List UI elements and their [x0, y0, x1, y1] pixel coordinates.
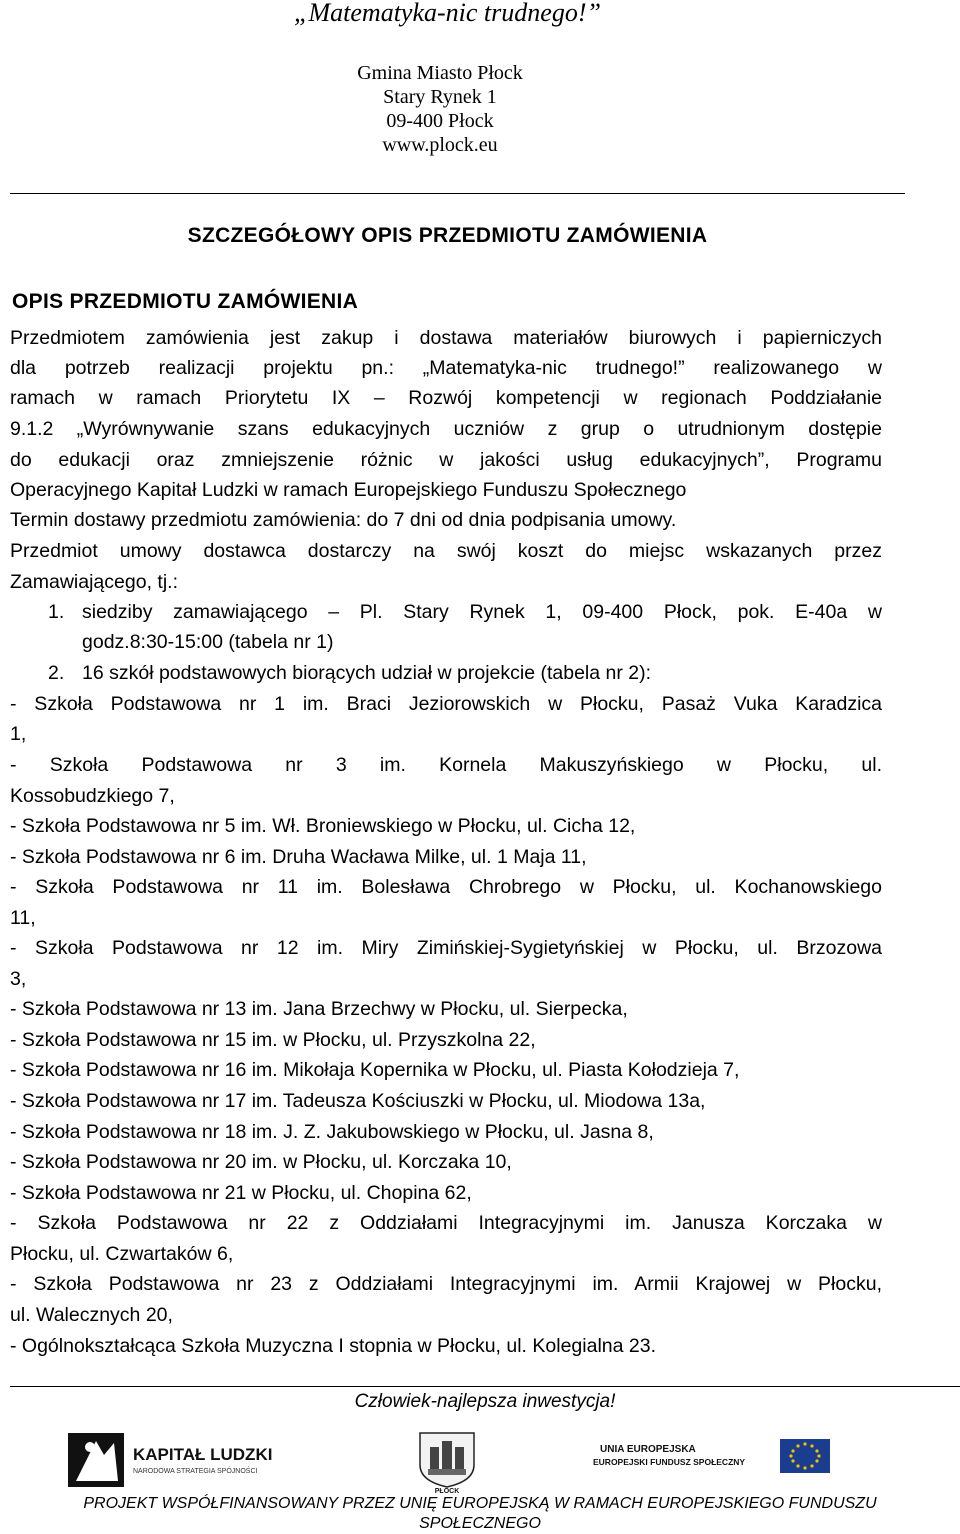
school-line: Płocku, ul. Czwartaków 6,: [10, 1243, 234, 1265]
address-line-3: 09-400 Płock: [386, 110, 494, 132]
school-line: - Szkoła Podstawowa nr 23 z Oddziałami Integracyjnymi im. Armii Krajowej w Płocku,: [10, 1273, 882, 1295]
body-line: ramach w ramach Priorytetu IX – Rozwój kompetencji w regionach Poddziałanie: [10, 387, 882, 409]
footer-logos: [0, 1425, 960, 1495]
body-line: Przedmiot umowy dostawca dostarczy na swój koszt do miejsc wskazanych przez: [10, 540, 882, 562]
school-line: - Szkoła Podstawowa nr 1 im. Braci Jeziorowskich w Płocku, Pasaż Vuka Karadzica: [10, 693, 882, 715]
project-cofinancing-line-1: PROJEKT WSPÓŁFINANSOWANY PRZEZ UNIĘ EUROPEJSKĄ W RAMACH EUROPEJSKIEGO FUNDUSZU: [83, 1495, 877, 1512]
school-line: - Szkoła Podstawowa nr 13 im. Jana Brzechwy w Płocku, ul. Sierpecka,: [10, 998, 628, 1020]
school-line: - Szkoła Podstawowa nr 17 im. Tadeusza Kościuszki w Płocku, ul. Miodowa 13a,: [10, 1090, 706, 1112]
eu-logo-title: UNIA EUROPEJSKA: [600, 1444, 696, 1455]
header-divider: [10, 193, 905, 194]
list-item-text: siedziby zamawiającego – Pl. Stary Rynek 1, 09-400 Płock, pok. E-40a w: [82, 601, 882, 623]
school-line: 3,: [10, 968, 27, 990]
school-line: - Szkoła Podstawowa nr 16 im. Mikołaja Kopernika w Płocku, ul. Piasta Kołodzieja 7,: [10, 1059, 740, 1081]
school-line: - Szkoła Podstawowa nr 12 im. Miry Zimińskiej-Sygietyńskiej w Płocku, ul. Brzozowa: [10, 937, 882, 959]
school-line: Kossobudzkiego 7,: [10, 785, 175, 807]
list-item-text: 16 szkół podstawowych biorących udział w projekcie (tabela nr 2):: [82, 662, 652, 684]
eu-logo: [593, 1439, 830, 1473]
body-line: do edukacji oraz zmniejszenie różnic w jakości usług edukacyjnych”, Programu: [10, 449, 882, 471]
body-line: Przedmiotem zamówienia jest zakup i dostawa materiałów biurowych i papierniczych: [10, 327, 882, 349]
plock-coat-of-arms: [420, 1433, 474, 1495]
school-line: - Szkoła Podstawowa nr 3 im. Kornela Makuszyńskiego w Płocku, ul.: [10, 754, 882, 776]
section-heading: OPIS PRZEDMIOTU ZAMÓWIENIA: [12, 290, 359, 313]
school-line: 11,: [10, 907, 36, 929]
kapital-ludzki-subtitle: NARODOWA STRATEGIA SPÓJNOŚCI: [133, 1468, 258, 1475]
project-title: „Matematyka-nic trudnego!”: [294, 0, 601, 27]
school-line: - Szkoła Podstawowa nr 5 im. Wł. Broniewskiego w Płocku, ul. Cicha 12,: [10, 815, 636, 837]
main-heading: SZCZEGÓŁOWY OPIS PRZEDMIOTU ZAMÓWIENIA: [187, 224, 708, 247]
plock-logo-label: PŁOCK: [434, 1488, 460, 1495]
school-line: - Szkoła Podstawowa nr 15 im. w Płocku, ul. Przyszkolna 22,: [10, 1029, 536, 1051]
footer-divider: [10, 1386, 960, 1387]
school-line: - Szkoła Podstawowa nr 21 w Płocku, ul. Chopina 62,: [10, 1182, 472, 1204]
project-cofinancing-note: [0, 1494, 960, 1534]
school-line: - Szkoła Podstawowa nr 6 im. Druha Wacława Milke, ul. 1 Maja 11,: [10, 846, 587, 868]
project-cofinancing-line-2: SPOŁECZNEGO: [419, 1515, 541, 1532]
school-line: ul. Walecznych 20,: [10, 1304, 173, 1326]
list-item-text: godz.8:30-15:00 (tabela nr 1): [82, 631, 334, 653]
address-line-1: Gmina Miasto Płock: [357, 62, 523, 84]
footer-slogan: Człowiek-najlepsza inwestycja!: [354, 1391, 616, 1412]
eu-logo-subtitle: EUROPEJSKI FUNDUSZ SPOŁECZNY: [593, 1457, 746, 1467]
delivery-term: Termin dostawy przedmiotu zamówienia: do 7 dni od dnia podpisania umowy.: [10, 509, 677, 531]
kapital-ludzki-title: KAPITAŁ LUDZKI: [133, 1445, 273, 1464]
body-line: Operacyjnego Kapitał Ludzki w ramach Europejskiego Funduszu Społecznego: [10, 479, 687, 501]
school-line: - Szkoła Podstawowa nr 22 z Oddziałami Integracyjnymi im. Janusza Korczaka w: [10, 1212, 882, 1234]
school-line: - Ogólnokształcąca Szkoła Muzyczna I stopnia w Płocku, ul. Kolegialna 23.: [10, 1335, 656, 1357]
list-number: 2.: [48, 662, 65, 684]
list-number: 1.: [48, 601, 65, 623]
school-line: - Szkoła Podstawowa nr 20 im. w Płocku, ul. Korczaka 10,: [10, 1151, 512, 1173]
school-line: - Szkoła Podstawowa nr 18 im. J. Z. Jakubowskiego w Płocku, ul. Jasna 8,: [10, 1121, 654, 1143]
kapital-ludzki-logo: [68, 1433, 272, 1487]
school-line: 1,: [10, 723, 27, 745]
address-line-2: Stary Rynek 1: [383, 86, 497, 108]
body-line: 9.1.2 „Wyrównywanie szans edukacyjnych uczniów z grup o utrudnionym dostępie: [10, 418, 882, 440]
address-website: www.plock.eu: [382, 134, 498, 156]
school-line: - Szkoła Podstawowa nr 11 im. Bolesława Chrobrego w Płocku, ul. Kochanowskiego: [10, 876, 882, 898]
body-line: Zamawiającego, tj.:: [10, 571, 178, 593]
body-line: dla potrzeb realizacji projektu pn.: „Matematyka-nic trudnego!” realizowanego w: [10, 357, 882, 379]
